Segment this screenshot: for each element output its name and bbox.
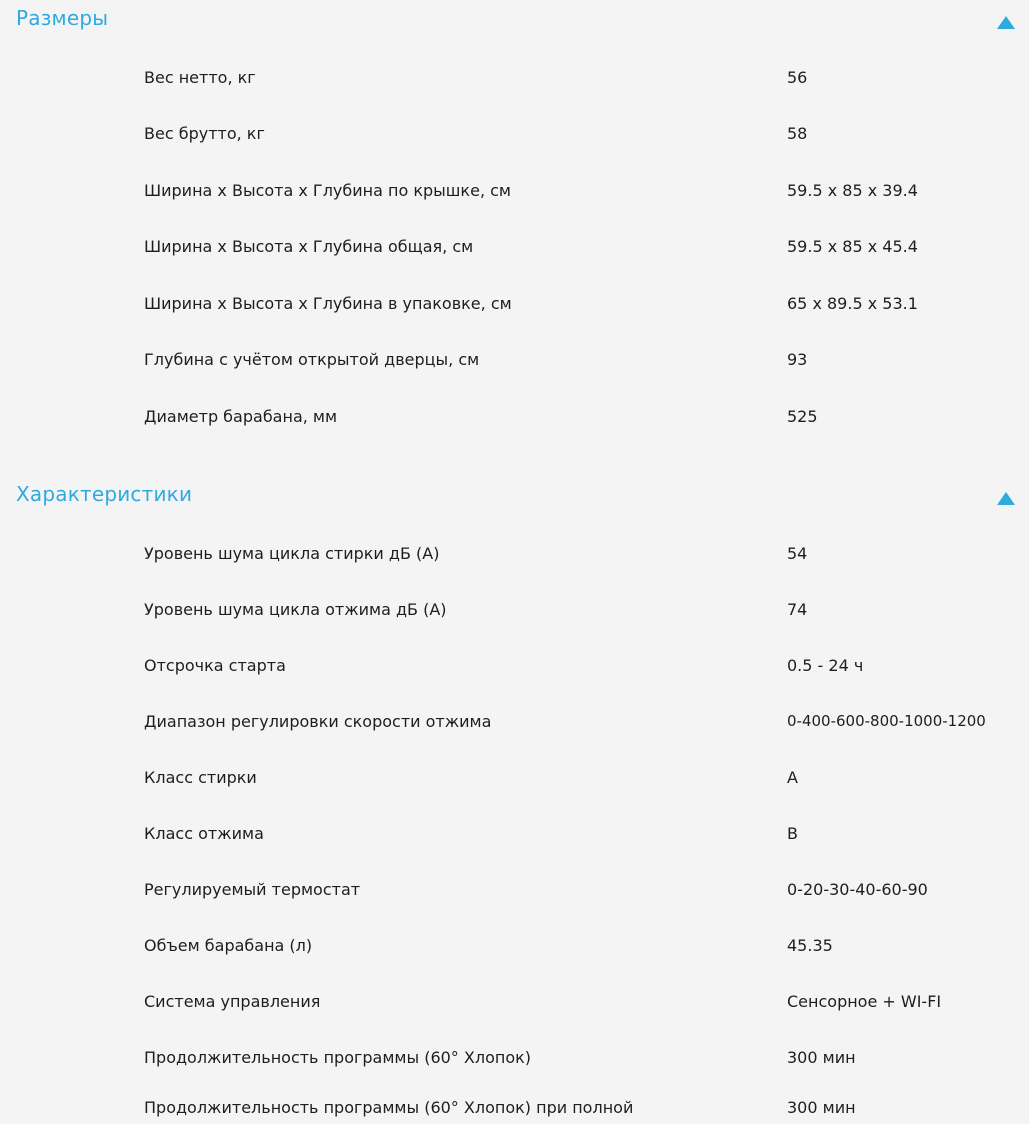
- spec-label: Вес нетто, кг: [144, 68, 256, 87]
- spec-row: [0, 876, 1029, 906]
- spec-value: 65 x 89.5 x 53.1: [787, 294, 918, 313]
- spec-label: Ширина x Высота x Глубина в упаковке, см: [144, 294, 512, 313]
- spec-row: [0, 120, 1029, 150]
- spec-label: Ширина x Высота x Глубина по крышке, см: [144, 181, 511, 200]
- spec-row: [0, 403, 1029, 433]
- section-title-characteristics: Характеристики: [16, 482, 193, 506]
- spec-label: Отсрочка старта: [144, 656, 286, 675]
- spec-value: 59.5 x 85 x 45.4: [787, 237, 918, 256]
- spec-label: Класс отжима: [144, 824, 264, 843]
- spec-value: 525: [787, 407, 818, 426]
- spec-value: 58: [787, 124, 808, 143]
- spec-row: [0, 988, 1029, 1018]
- section-header-dimensions[interactable]: [0, 0, 1029, 44]
- spec-label: Уровень шума цикла отжима дБ (А): [144, 600, 447, 619]
- spec-value: 0-400-600-800-1000-1200: [787, 712, 986, 730]
- spec-value: A: [787, 768, 798, 787]
- spec-row: [0, 820, 1029, 850]
- spec-row: [0, 708, 1029, 738]
- spec-label: Продолжительность программы (60° Хлопок): [144, 1048, 532, 1067]
- spec-label: Регулируемый термостат: [144, 880, 361, 899]
- spec-row: [0, 64, 1029, 94]
- spec-value: B: [787, 824, 798, 843]
- spec-row: [0, 596, 1029, 626]
- spec-row: [0, 1094, 1029, 1124]
- spec-value: 45.35: [787, 936, 833, 955]
- spec-value: Сенсорное + WI-FI: [787, 992, 942, 1011]
- spec-row: [0, 233, 1029, 263]
- triangle-up-icon[interactable]: [997, 16, 1015, 29]
- spec-value: 300 мин: [787, 1048, 856, 1067]
- spec-value: 93: [787, 350, 808, 369]
- spec-value: 59.5 x 85 x 39.4: [787, 181, 918, 200]
- spec-row: [0, 177, 1029, 207]
- spec-value: 0.5 - 24 ч: [787, 656, 864, 675]
- spec-label: Уровень шума цикла стирки дБ (А): [144, 544, 440, 563]
- section-title-dimensions: Размеры: [16, 6, 109, 30]
- spec-row: [0, 1044, 1029, 1074]
- spec-value: 54: [787, 544, 808, 563]
- spec-value: 0-20-30-40-60-90: [787, 880, 928, 899]
- spec-row: [0, 932, 1029, 962]
- spec-row: [0, 652, 1029, 682]
- spec-value: 56: [787, 68, 808, 87]
- spec-label: Объем барабана (л): [144, 936, 313, 955]
- spec-label: Вес брутто, кг: [144, 124, 265, 143]
- spec-label: Класс стирки: [144, 768, 257, 787]
- triangle-up-icon[interactable]: [997, 492, 1015, 505]
- spec-row: [0, 540, 1029, 570]
- spec-label: Диаметр барабана, мм: [144, 407, 338, 426]
- spec-value: 300 мин: [787, 1098, 856, 1117]
- spec-row: [0, 346, 1029, 376]
- spec-label: Ширина x Высота x Глубина общая, см: [144, 237, 474, 256]
- spec-label: Диапазон регулировки скорости отжима: [144, 712, 492, 731]
- spec-label: Глубина с учётом открытой дверцы, см: [144, 350, 480, 369]
- spec-row: [0, 290, 1029, 320]
- spec-row: [0, 764, 1029, 794]
- spec-label: Система управления: [144, 992, 321, 1011]
- section-header-characteristics[interactable]: [0, 476, 1029, 520]
- spec-value: 74: [787, 600, 808, 619]
- spec-label: Продолжительность программы (60° Хлопок) при полной: [144, 1098, 634, 1117]
